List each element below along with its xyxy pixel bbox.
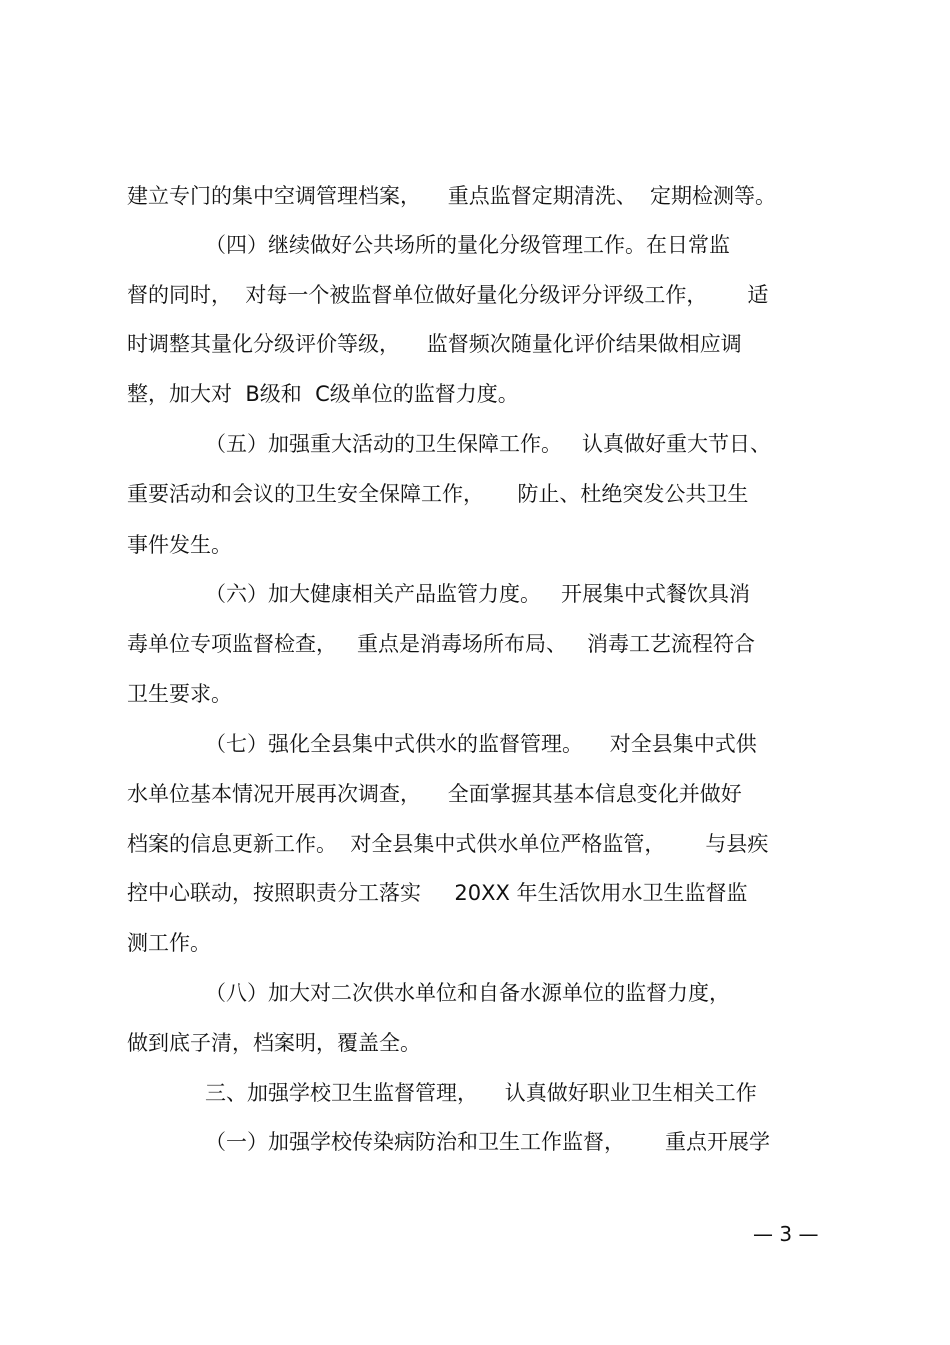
text-line: 整，加大对 B级和 C级单位的监督力度。: [127, 382, 519, 406]
text-line: 建立专门的集中空调管理档案， 重点监督定期清洗、 定期检测等。: [127, 184, 777, 208]
text-line: 三、加强学校卫生监督管理， 认真做好职业卫生相关工作: [205, 1081, 757, 1105]
text-line: 重要活动和会议的卫生安全保障工作， 防止、杜绝突发公共卫生: [127, 482, 749, 506]
text-line: 测工作。: [127, 931, 211, 955]
text-line: （八）加大对二次供水单位和自备水源单位的监督力度，: [205, 981, 730, 1005]
text-line: 事件发生。: [127, 533, 232, 557]
text-line: 毒单位专项监督检查， 重点是消毒场所布局、 消毒工艺流程符合: [127, 632, 756, 656]
text-line: 卫生要求。: [127, 682, 232, 706]
text-line: 控中心联动，按照职责分工落实 20XX 年生活饮用水卫生监督监: [127, 881, 748, 905]
text-line: 时调整其量化分级评价等级， 监督频次随量化评价结果做相应调: [127, 332, 742, 356]
text-line: 档案的信息更新工作。 对全县集中式供水单位严格监管， 与县疾: [127, 832, 769, 856]
text-line: （一）加强学校传染病防治和卫生工作监督， 重点开展学: [205, 1130, 771, 1154]
text-line: （六）加大健康相关产品监管力度。 开展集中式餐饮具消: [205, 582, 751, 606]
page-number: — 3 —: [753, 1222, 819, 1246]
text-line: 督的同时， 对每一个被监督单位做好量化分级评分评级工作， 适: [127, 283, 769, 307]
text-line: （四）继续做好公共场所的量化分级管理工作。在日常监: [205, 233, 730, 257]
text-line: （五）加强重大活动的卫生保障工作。 认真做好重大节日、: [205, 432, 772, 456]
text-line: 做到底子清，档案明，覆盖全。: [127, 1031, 421, 1055]
text-line: （七）强化全县集中式供水的监督管理。 对全县集中式供: [205, 732, 757, 756]
text-line: 水单位基本情况开展再次调查， 全面掌握其基本信息变化并做好: [127, 782, 742, 806]
